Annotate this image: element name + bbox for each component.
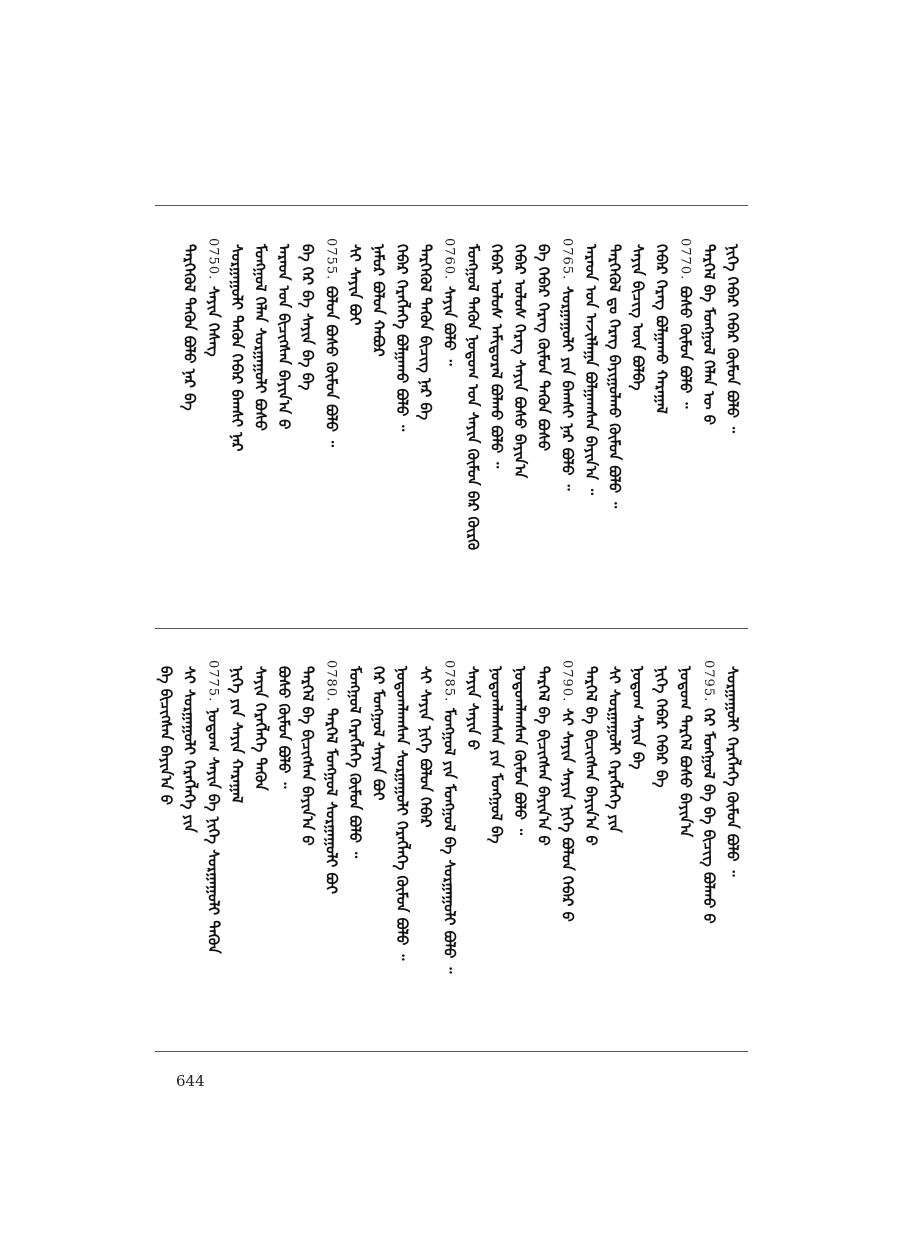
- line-number: 0765.: [559, 238, 575, 281]
- mongolian-text-line: ᠮᠣᠩᠭᠣᠯ ᠬᠡᠷᠡᠭᠯᠡᠭᠡ ᠬᠦᠮᠦᠨ ᠪᠣᠯᠤ ᠃: [345, 666, 364, 859]
- line-number: 0795.: [700, 660, 716, 703]
- text-column: [172, 238, 206, 411]
- mongolian-text-line: ᠨᠢᠭᠡ ᠬᠡᠪᠡᠷ ᠬᠡᠪᠡᠷ ᠪᠠ: [652, 666, 671, 788]
- mongolian-text-line: ᠮᠣᠩᠭᠣᠯ ᠬᠡᠯᠡᠨ ᠰᠤᠷᠭᠠᠭᠤᠯᠢ ᠪᠤᠰᠤ: [251, 244, 270, 431]
- mongolian-text-line: ᠰᠤᠷᠭᠠᠭᠤᠯᠢ ᠬᠡᠷᠡᠭᠯᠡᠭᠡ ᠬᠦᠮᠦᠨ ᠪᠣᠯᠤ ᠃: [723, 666, 742, 877]
- line-number: 0755.: [323, 238, 339, 281]
- mongolian-text-line: ᠬᠡᠪᠡᠷ ᠬᠡᠷᠡᠭ ᠪᠣᠯᠭᠠᠬᠤ ᠬᠠᠷᠠᠭᠠᠯ: [652, 244, 671, 414]
- mongolian-text-line: ᠲᠡᠷᠭᠡᠭᠦᠯ ᠲᠡᠭᠦᠨ ᠪᠢᠴᠢᠭ ᠨᠠᠷ ᠪᠠ: [416, 244, 435, 421]
- mongolian-text-line: ᠰᠤᠷᠭᠠᠭᠤᠯᠢ ᠲᠡᠭᠦᠨ ᠬᠡᠪᠡᠷ ᠪᠠᠭᠰᠢ ᠨᠠᠷ: [227, 244, 246, 452]
- mongolian-text-line: ᠰᠢ ᠰᠠᠶᠢᠨ ᠪᠤᠢ: [345, 244, 364, 326]
- line-number: 0785.: [441, 660, 457, 703]
- mongolian-text-line: ᠪᠤᠰᠤ ᠬᠦᠮᠦᠨ ᠪᠣᠯᠤ ᠃: [676, 286, 695, 409]
- top-rule: [155, 205, 748, 206]
- text-column: [149, 660, 183, 805]
- mongolian-text-line: ᠨᠠᠮᠤᠷ ᠪᠣᠯᠤᠨ ᠬᠠᠪᠤᠷ: [369, 244, 388, 357]
- mongolian-text-line: ᠪᠠ ᠬᠡᠷ ᠪᠠ ᠰᠠᠶᠢᠨ ᠪᠠ ᠪᠠ: [298, 244, 317, 391]
- text-block-lower: [157, 660, 745, 1040]
- mongolian-text-line: ᠲᠡᠷᠭᠡᠯ ᠪᠠ ᠪᠢᠴᠢᠭᠰᠡᠨ ᠪᠠᠶᠢᠨ᠎ᠠ ᠪ: [298, 666, 317, 846]
- mongolian-text-line: ᠰᠠᠶᠢᠨ ᠪᠣᠯᠤ ᠃: [440, 286, 459, 367]
- mongolian-text-line: ᠬᠡᠷ ᠮᠣᠩᠭᠣᠯ ᠪᠠ ᠪᠠ ᠪᠢᠴᠢᠭ ᠪᠣᠯᠬᠤ ᠪ: [699, 708, 718, 924]
- mongolian-text-line: ᠮᠣᠩᠭᠣᠯ ᠶᠢᠨ ᠮᠣᠩᠭᠣᠯ ᠪᠠ ᠰᠤᠷᠭᠠᠭᠤᠯᠢ ᠪᠣᠯᠤ ᠃: [440, 708, 459, 974]
- mongolian-text-line: ᠲᠡᠷᠭᠡᠭᠦᠯ ᠳᠤ ᠬᠡᠷᠡᠭ ᠪᠠᠶᠢᠭᠤᠯᠬᠤ ᠬᠦᠮᠦᠨ ᠪᠣᠯᠤ ᠃: [605, 244, 624, 509]
- mongolian-text-line: ᠨᠤᠲᠤᠭᠯᠠᠭᠰᠠᠨ ᠰᠤᠷᠭᠠᠭᠤᠯᠢ ᠬᠡᠷᠡᠭᠯᠡᠭᠡ ᠬᠦᠮᠦᠨ ᠪᠣᠯᠤ ᠃: [393, 666, 412, 961]
- mongolian-text-line: ᠬᠡᠪᠡᠷ ᠤᠯᠤᠰ ᠠᠮᠢᠳᠤᠷᠠᠯ ᠪᠣᠯᠬᠤ ᠪᠣᠯᠤ ᠃: [487, 244, 506, 469]
- mongolian-text-line: ᠪᠠ ᠪᠢᠴᠢᠭᠰᠡᠨ ᠪᠠᠶᠢᠨ᠎ᠠ ᠪ: [157, 666, 176, 805]
- page-number: 644: [176, 1072, 205, 1090]
- line-number: 0760.: [441, 238, 457, 281]
- mongolian-text-line: ᠰᠢ ᠰᠤᠷᠭᠠᠭᠤᠯᠢ ᠬᠡᠷᠡᠭᠯᠡᠭᠡ ᠶᠢᠨ: [180, 666, 199, 833]
- mongolian-text-line: ᠰᠠᠶᠢᠨ ᠬᠡᠷᠡᠭᠯᠡᠭᠡ ᠲᠡᠭᠦᠨ: [251, 666, 270, 791]
- mongolian-text-line: ᠨᠤᠲᠤᠭ ᠰᠠᠶᠢᠨ ᠪᠠ ᠨᠢᠭᠡ ᠰᠤᠷᠭᠠᠭᠤᠯᠢ ᠲᠡᠭᠦᠨ: [204, 708, 223, 954]
- line-number: 0780.: [323, 660, 339, 703]
- text-block-upper: [160, 238, 745, 618]
- mongolian-text-line: ᠨᠤᠲᠤᠭᠯᠠᠭᠰᠠᠨ ᠬᠦᠮᠦᠨ ᠪᠣᠯᠤ ᠃: [511, 666, 530, 835]
- mongolian-text-line: ᠮᠣᠩᠭᠣᠯ ᠲᠡᠭᠦᠨ ᠨᠤᠲᠤᠭ ᠤᠨ ᠰᠠᠶᠢᠨ ᠬᠦᠮᠦᠨ ᠪᠠᠷ ᠬᠦᠷᠬᠦ: [463, 244, 482, 551]
- mongolian-text-line: ᠪᠤᠰᠤ ᠬᠦᠮᠦᠨ ᠪᠣᠯᠤ ᠃: [275, 666, 294, 789]
- mongolian-text-line: ᠲᠡᠷᠭᠡᠯ ᠪᠠ ᠪᠢᠴᠢᠭᠰᠡᠨ ᠪᠠᠶᠢᠨ᠎ᠠ ᠪ: [534, 666, 553, 846]
- mongolian-text-line: ᠨᠢᠭᠡ ᠶᠢᠨ ᠰᠠᠶᠢᠨ ᠬᠠᠷᠠᠭᠠᠯ: [227, 666, 246, 804]
- mongolian-text-line: ᠰᠢ ᠰᠠᠶᠢᠨ ᠰᠠᠶᠢᠨ ᠨᠢᠭᠡ ᠪᠣᠯᠤᠨ ᠬᠡᠪᠡᠷ ᠪ: [558, 708, 577, 923]
- mongolian-text-line: ᠰᠠᠶᠢᠨ ᠪᠢᠴᠢᠭ ᠦᠨ ᠪᠣᠯᠪᠠ: [629, 244, 648, 391]
- mongolian-text-line: ᠨᠤᠲᠤᠭᠯᠠᠭᠰᠠᠨ ᠶᠢᠨ ᠮᠣᠩᠭᠣᠯ ᠪᠠ: [487, 666, 506, 844]
- mongolian-text-line: ᠰᠢ ᠰᠤᠷᠭᠠᠭᠤᠯᠢ ᠬᠡᠷᠡᠭᠯᠡᠭᠡ ᠶᠢᠨ: [605, 666, 624, 833]
- middle-rule: [155, 628, 748, 629]
- mongolian-text-line: ᠪᠣᠯᠤᠨ ᠪᠤᠰᠤ ᠬᠦᠮᠦᠨ ᠪᠣᠯᠤ ᠃: [322, 286, 341, 448]
- mongolian-text-line: ᠰᠢ ᠰᠠᠶᠢᠨ ᠨᠢᠭᠡ ᠪᠣᠯᠤᠨ ᠬᠡᠪᠡᠷ: [416, 666, 435, 828]
- mongolian-text-line: ᠰᠠᠶᠢᠨ ᠰᠠᠶᠢᠨ ᠪ: [463, 666, 482, 751]
- mongolian-text-line: ᠬᠡᠪᠡᠷ ᠤᠯᠤᠰ ᠬᠡᠷᠡᠭ ᠰᠠᠶᠢᠨ ᠪᠤᠰᠤ ᠪᠠᠶᠢᠨ᠎ᠠ: [511, 244, 530, 479]
- mongolian-text-line: ᠬᠡᠪᠡᠷ ᠬᠡᠷᠡᠭᠯᠡᠭᠡ ᠪᠣᠯᠭᠠᠬᠤ ᠪᠣᠯᠤ ᠃: [393, 244, 412, 432]
- mongolian-text-line: ᠬᠡᠷ ᠮᠣᠩᠭᠣᠯ ᠰᠠᠶᠢᠨ ᠪᠤᠢ: [369, 666, 388, 801]
- mongolian-text-line: ᠪᠠ ᠬᠡᠪᠡᠷ ᠬᠡᠷᠡᠭ ᠬᠦᠮᠦᠨ ᠲᠡᠭᠦᠨ ᠪᠤᠰᠤ: [534, 244, 553, 452]
- mongolian-text-line: ᠲᠡᠷᠭᠡᠯ ᠪᠠ ᠮᠣᠩᠭᠣᠯ ᠬᠡᠯᠡᠨ ᠦ ᠪ: [699, 244, 718, 425]
- mongolian-text-line: ᠰᠠᠶᠢᠨ ᠬᠡᠰᠡᠭ: [204, 286, 223, 357]
- mongolian-text-line: ᠰᠤᠷᠭᠠᠭᠤᠯᠢ ᠶᠢᠨ ᠪᠠᠭᠰᠢ ᠨᠠᠷ ᠪᠣᠯᠤ ᠃: [558, 286, 577, 491]
- mongolian-text-line: ᠲᠡᠷᠭᠡᠭᠦᠯ ᠲᠡᠭᠦᠨ ᠪᠣᠯᠤ ᠨᠠᠷ ᠪᠠ: [180, 244, 199, 411]
- mongolian-text-line: ᠨᠤᠲᠤᠭ ᠲᠡᠷᠭᠡᠯ ᠪᠤᠰᠤ ᠪᠠᠶᠢᠨ᠎ᠠ: [676, 666, 695, 838]
- bottom-rule: [155, 1051, 748, 1052]
- line-number: 0770.: [677, 238, 693, 281]
- mongolian-text-line: ᠨᠤᠲᠤᠭ ᠰᠠᠶᠢᠨ ᠪᠠ: [629, 666, 648, 770]
- line-number: 0750.: [205, 238, 221, 281]
- mongolian-text-line: ᠲᠡᠷᠭᠡᠯ ᠮᠣᠩᠭᠣᠯ ᠰᠤᠷᠭᠠᠭᠤᠯᠢ ᠪᠤᠢ: [322, 708, 341, 895]
- line-number: 0790.: [559, 660, 575, 703]
- mongolian-text-line: ᠨᠢᠭᠡ ᠬᠡᠪᠡᠷ ᠬᠡᠪᠡᠷ ᠬᠦᠮᠦᠨ ᠪᠣᠯᠤ ᠃: [723, 244, 742, 434]
- line-number: 0775.: [205, 660, 221, 703]
- mongolian-text-line: ᠲᠡᠷᠭᠡᠯ ᠪᠠ ᠪᠢᠴᠢᠭᠰᠡᠨ ᠪᠠᠶᠢᠨ᠎ᠠ ᠪ: [581, 666, 600, 846]
- mongolian-text-line: ᠠᠷᠠᠳ ᠤᠨ ᠠᠵᠢᠯᠯᠠᠭᠠ ᠪᠣᠯᠭᠠᠭᠰᠠᠨ ᠪᠠᠶᠢᠨ᠎ᠠ ᠃: [581, 244, 600, 496]
- mongolian-text-line: ᠠᠷᠠᠳ ᠤᠨ ᠪᠢᠴᠢᠭᠰᠡᠨ ᠪᠠᠶᠢᠨ᠎ᠠ ᠪ: [275, 244, 294, 430]
